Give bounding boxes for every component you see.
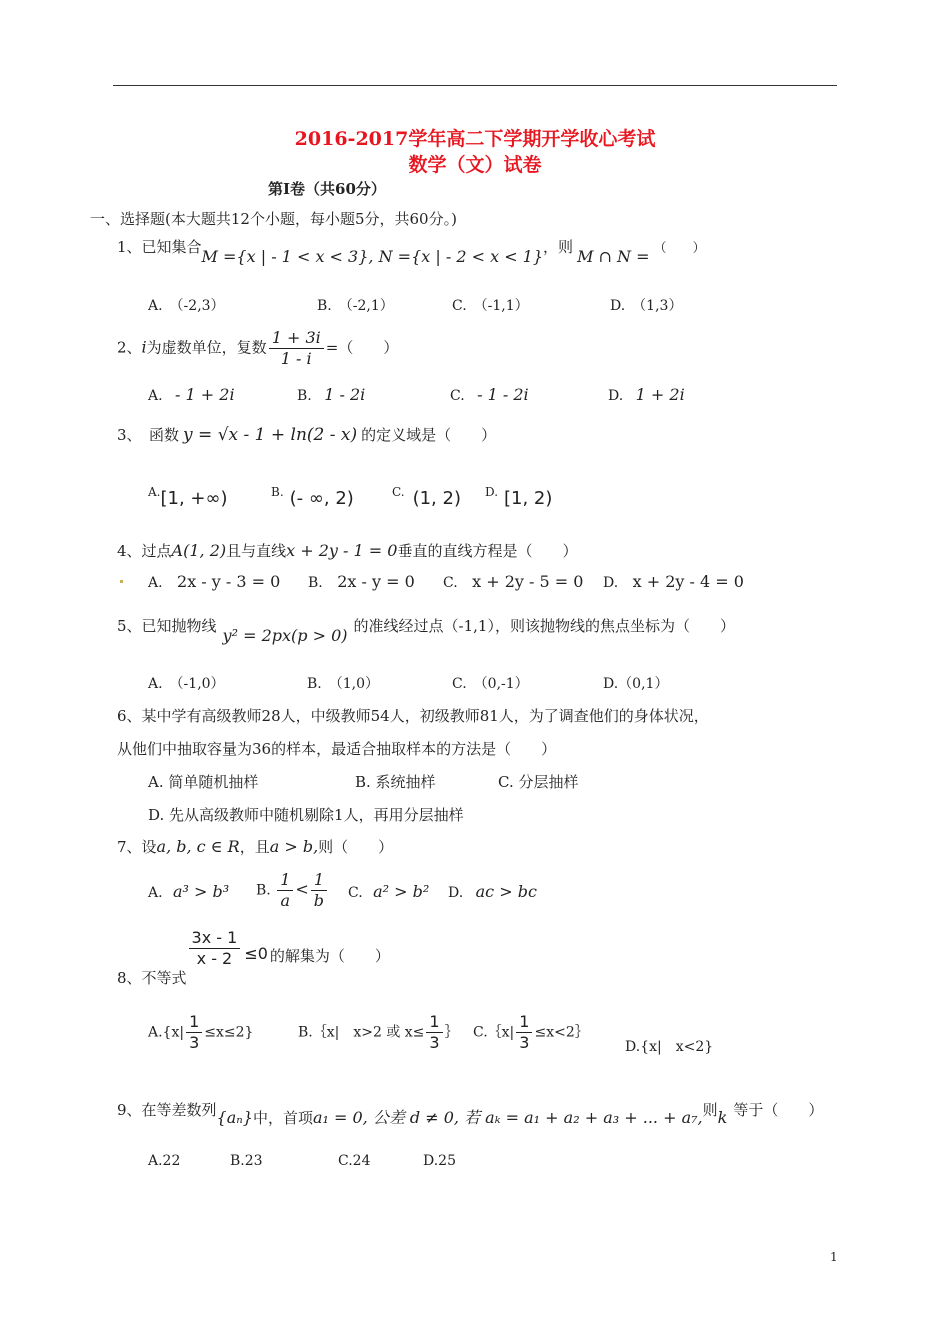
q7-a-label: A.	[148, 885, 163, 901]
q9-option-a: A.22	[148, 1153, 181, 1169]
q7-d-label: D.	[448, 885, 464, 901]
q7-b-op: <	[295, 879, 309, 899]
question-6-line-1: 6、某中学有高级教师28人，中级教师54人，初级教师81人，为了调查他们的身体状况，	[117, 707, 709, 725]
q8-prefix: 8、不等式	[117, 968, 187, 987]
q7-b-num1: 1	[277, 870, 293, 891]
part-heading: 第Ⅰ卷（共60分）	[268, 180, 386, 198]
q8-a-pre: A.{x|	[148, 1024, 185, 1041]
q9-option-d: D.25	[423, 1153, 456, 1169]
q8-c-den: 3	[519, 1033, 530, 1052]
question-5	[117, 615, 735, 645]
q2-numerator: 1 + 3i	[269, 328, 324, 349]
question-8	[117, 928, 390, 987]
q3-suffix: 的定义域是（ ）	[361, 426, 497, 444]
q7-mid: ，且	[239, 838, 270, 856]
q3-a-value: [1, +∞)	[160, 488, 228, 509]
question-2	[117, 328, 398, 369]
q3-b-label: B.	[271, 485, 284, 499]
q1-paren: （ ）	[653, 241, 706, 256]
q8-rel: ≤0	[244, 943, 268, 963]
q5-option-a: A. （-1,0）	[148, 676, 225, 692]
question-3	[117, 424, 496, 445]
q2-a-label: A.	[148, 388, 163, 404]
q2-option-b	[297, 385, 365, 404]
q2-prefix: 2、	[117, 338, 142, 357]
q8-b-post: ｝	[444, 1024, 459, 1041]
q8-c-pre: C.｛x|	[473, 1024, 515, 1041]
q4-option-d	[603, 572, 744, 591]
q3-d-label: D.	[485, 485, 499, 499]
q9-prefix: 9、在等差数列	[117, 1101, 217, 1119]
q3-option-a	[148, 480, 228, 509]
q4-c-label: C.	[443, 575, 458, 591]
q8-option-b	[298, 1012, 459, 1053]
q7-d-value: ac > bc	[475, 882, 537, 901]
q8-c-frac	[516, 1012, 532, 1053]
q7-c-value: a² > b²	[373, 882, 430, 901]
q2-suffix: =（ ）	[325, 338, 399, 357]
q2-b-label: B.	[297, 388, 312, 404]
q4-mid: 且与直线	[226, 542, 287, 560]
q4-prefix: 4、过点	[117, 542, 172, 560]
q9-seq: {aₙ}	[216, 1108, 253, 1127]
q7-option-b	[256, 870, 329, 911]
q5-prefix: 5、已知抛物线	[117, 617, 217, 635]
question-4	[117, 540, 578, 561]
header-rule	[113, 85, 837, 86]
q4-line: x + 2y - 1 = 0	[286, 541, 398, 560]
q8-b-num: 1	[426, 1012, 442, 1033]
q3-c-label: C.	[392, 485, 405, 499]
q8-a-frac	[186, 1012, 202, 1053]
q8-c-num: 1	[516, 1012, 532, 1033]
q2-option-d	[608, 385, 685, 404]
q7-option-a	[148, 882, 229, 901]
q1-expr: M ={x | - 1 < x < 3}, N ={x | - 2 < x < 1}	[201, 247, 544, 266]
q2-c-label: C.	[450, 388, 465, 404]
q7-cond: a > b,	[269, 837, 319, 856]
q9-option-b: B.23	[230, 1153, 263, 1169]
q1-option-c: C. （-1,1）	[452, 298, 529, 314]
q8-a-num: 1	[186, 1012, 202, 1033]
q3-c-value: (1, 2)	[412, 488, 461, 509]
q9-mid: 中，首项	[252, 1109, 313, 1127]
q3-option-d	[485, 480, 553, 509]
q1-expr2: M ∩ N =	[577, 247, 650, 266]
q8-b-den: 3	[429, 1033, 440, 1052]
q9-suffix: 等于（ ）	[733, 1101, 824, 1119]
q7-b-frac2	[311, 870, 327, 911]
q4-suffix: 垂直的直线方程是（ ）	[397, 542, 578, 560]
q4-point: A(1, 2)	[171, 541, 227, 560]
q2-d-label: D.	[608, 388, 624, 404]
q9-expr: a₁ = 0, 公差 d ≠ 0, 若 aₖ = a₁ + a₂ + a₃ + ... + a₇,	[312, 1108, 703, 1127]
q9-k: k	[717, 1108, 728, 1127]
q3-a-label: A.	[148, 485, 161, 499]
q4-a-label: A.	[148, 575, 163, 591]
q8-option-a	[148, 1012, 253, 1053]
q2-b-value: 1 - 2i	[324, 385, 366, 404]
q8-suffix: 的解集为（ ）	[269, 946, 390, 965]
scan-speck	[120, 580, 123, 583]
q4-a-value: 2x - y - 3 = 0	[177, 572, 281, 591]
q5-option-d: D.（0,1）	[603, 676, 669, 692]
q8-option-c	[473, 1012, 589, 1053]
q8-a-post: ≤x≤2}	[204, 1024, 254, 1041]
q5-suffix: 的准线经过点（-1,1），则该抛物线的焦点坐标为（ ）	[353, 617, 735, 635]
q7-a-value: a³ > b³	[173, 882, 230, 901]
q8-fraction	[189, 928, 241, 969]
q6-option-c: C. 分层抽样	[498, 773, 579, 791]
q1-option-a: A. （-2,3）	[148, 298, 225, 314]
q4-c-value: x + 2y - 5 = 0	[472, 572, 584, 591]
q3-b-value: (- ∞, 2)	[289, 488, 354, 509]
q4-d-label: D.	[603, 575, 619, 591]
question-6-line-2: 从他们中抽取容量为36的样本，最适合抽取样本的方法是（ ）	[117, 740, 557, 758]
q9-then: 则	[702, 1101, 718, 1119]
q6-option-a: A. 简单随机抽样	[148, 773, 259, 791]
q4-option-b	[308, 572, 415, 591]
q3-option-b	[271, 480, 354, 509]
q6-option-b: B. 系统抽样	[355, 773, 436, 791]
q7-option-d	[448, 882, 537, 901]
section-heading: 一、选择题(本大题共12个小题，每小题5分，共60分。)	[90, 210, 457, 228]
q1-option-b: B. （-2,1）	[317, 298, 394, 314]
q8-c-post: ≤x<2｝	[534, 1024, 589, 1041]
q2-c-value: - 1 - 2i	[477, 385, 529, 404]
q2-a-value: - 1 + 2i	[175, 385, 235, 404]
q2-denominator: 1 - i	[280, 349, 312, 368]
q7-b-den2: b	[313, 891, 325, 910]
q4-option-a	[148, 572, 280, 591]
q5-option-b: B. （1,0）	[307, 676, 380, 692]
q7-suffix: 则（ ）	[318, 838, 394, 856]
q8-b-pre: B.｛x| x>2 或 x≤	[298, 1024, 425, 1041]
q1-mid: ，则	[543, 238, 574, 256]
q8-denominator: x - 2	[196, 949, 233, 968]
q9-option-c: C.24	[338, 1153, 371, 1169]
q6-option-d: D. 先从高级教师中随机剔除1人，再用分层抽样	[148, 806, 464, 824]
q4-b-label: B.	[308, 575, 323, 591]
q7-c-label: C.	[348, 885, 363, 901]
q2-fraction	[269, 328, 324, 369]
q2-mid: 为虚数单位，复数	[146, 338, 267, 357]
q7-b-frac1	[277, 870, 293, 911]
question-9	[117, 1097, 824, 1127]
q4-d-value: x + 2y - 4 = 0	[632, 572, 744, 591]
q3-expr: y = √x - 1 + ln(2 - x)	[183, 425, 358, 445]
q8-b-frac	[426, 1012, 442, 1053]
q7-b-num2: 1	[311, 870, 327, 891]
exam-subtitle: 数学（文）试卷	[408, 154, 542, 176]
q4-option-c	[443, 572, 583, 591]
q3-option-c	[392, 480, 461, 509]
question-1	[117, 236, 706, 266]
q3-d-value: [1, 2)	[504, 488, 553, 509]
q2-i: i	[141, 337, 147, 357]
q3-prefix: 3、 函数	[117, 426, 180, 444]
q7-expr: a, b, c ∈ R	[156, 837, 240, 856]
question-7	[117, 836, 393, 857]
q7-b-den1: a	[280, 891, 291, 910]
q1-option-d: D. （1,3）	[610, 298, 683, 314]
exam-title: 2016-2017学年高二下学期开学收心考试	[294, 128, 656, 150]
q2-d-value: 1 + 2i	[635, 385, 685, 404]
q1-prefix: 1、已知集合	[117, 238, 202, 256]
q2-option-c	[450, 385, 529, 404]
page-number: 1	[830, 1250, 838, 1264]
q8-a-den: 3	[189, 1033, 200, 1052]
q7-option-c	[348, 882, 429, 901]
q5-option-c: C. （0,-1）	[452, 676, 529, 692]
q4-b-value: 2x - y = 0	[337, 572, 415, 591]
q2-option-a	[148, 385, 235, 404]
q7-prefix: 7、设	[117, 838, 157, 856]
q8-numerator: 3x - 1	[189, 928, 241, 949]
q8-option-d: D.{x| x<2}	[625, 1039, 714, 1055]
q7-b-label: B.	[256, 882, 271, 899]
q5-expr: y² = 2px(p > 0)	[222, 626, 348, 645]
